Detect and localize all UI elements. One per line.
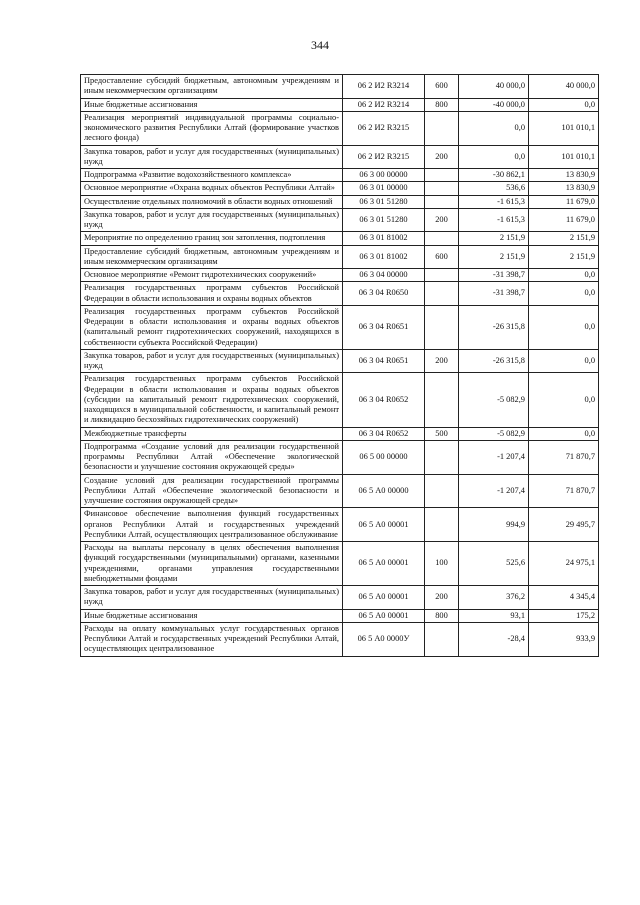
row-total-amount-cell: 175,2 [529, 609, 599, 622]
row-code-cell: 06 5 А0 00000 [343, 474, 425, 508]
row-change-amount-cell: -30 862,1 [459, 169, 529, 182]
row-name-cell: Закупка товаров, работ и услуг для государственных (муниципальных) нужд [81, 145, 343, 169]
row-code-cell: 06 2 И2 R3215 [343, 111, 425, 145]
row-name-cell: Создание условий для реализации государственной программы Республики Алтай «Обеспечение экологической безопасности и улучшение состояния окружающей среды» [81, 474, 343, 508]
row-expense-type-cell [425, 232, 459, 245]
table-row [81, 282, 599, 306]
row-total-amount-cell: 0,0 [529, 282, 599, 306]
row-expense-type-cell: 800 [425, 98, 459, 111]
row-name-cell: Подпрограмма «Развитие водохозяйственного комплекса» [81, 169, 343, 182]
row-code-cell: 06 5 А0 00001 [343, 542, 425, 586]
row-name-cell: Реализация мероприятий индивидуальной программы социально-экономического развития Республики Алтай (формирование участков лесного фонда) [81, 111, 343, 145]
row-code-cell: 06 3 04 R0650 [343, 282, 425, 306]
row-total-amount-cell: 4 345,4 [529, 586, 599, 610]
row-expense-type-cell [425, 182, 459, 195]
row-total-amount-cell: 101 010,1 [529, 111, 599, 145]
row-name-cell: Реализация государственных программ субъектов Российской Федерации в области использования и охраны водных объектов (капитальный ремонт гидротехнических сооружений, находящихся в собственности субъекта Российской Федерации) [81, 305, 343, 349]
row-total-amount-cell: 40 000,0 [529, 75, 599, 99]
row-total-amount-cell: 13 830,9 [529, 182, 599, 195]
row-expense-type-cell: 100 [425, 542, 459, 586]
row-expense-type-cell: 200 [425, 349, 459, 373]
row-total-amount-cell: 0,0 [529, 305, 599, 349]
row-total-amount-cell: 0,0 [529, 349, 599, 373]
row-change-amount-cell: -26 315,8 [459, 305, 529, 349]
row-expense-type-cell [425, 622, 459, 656]
row-total-amount-cell: 11 679,0 [529, 195, 599, 208]
row-name-cell: Основное мероприятие «Ремонт гидротехнических сооружений» [81, 269, 343, 282]
row-expense-type-cell [425, 474, 459, 508]
row-change-amount-cell: 376,2 [459, 586, 529, 610]
row-total-amount-cell: 0,0 [529, 427, 599, 440]
row-change-amount-cell: 2 151,9 [459, 232, 529, 245]
row-expense-type-cell [425, 169, 459, 182]
row-code-cell: 06 5 А0 00001 [343, 508, 425, 542]
row-total-amount-cell: 933,9 [529, 622, 599, 656]
row-name-cell: Закупка товаров, работ и услуг для государственных (муниципальных) нужд [81, 349, 343, 373]
row-expense-type-cell [425, 373, 459, 427]
row-name-cell: Расходы на выплаты персоналу в целях обеспечения выполнения функций государственными (муниципальными) органами, казенными учреждениями, органами управления государственными внебюджетными фондами [81, 542, 343, 586]
row-total-amount-cell: 24 975,1 [529, 542, 599, 586]
row-code-cell: 06 3 01 81002 [343, 232, 425, 245]
row-total-amount-cell: 2 151,9 [529, 232, 599, 245]
table-row [81, 427, 599, 440]
table-row [81, 349, 599, 373]
table-row [81, 232, 599, 245]
row-code-cell: 06 3 00 00000 [343, 169, 425, 182]
row-code-cell: 06 5 00 00000 [343, 440, 425, 474]
row-code-cell: 06 3 04 R0652 [343, 373, 425, 427]
row-change-amount-cell: 0,0 [459, 111, 529, 145]
row-change-amount-cell: -1 615,3 [459, 195, 529, 208]
table-row [81, 305, 599, 349]
row-total-amount-cell: 71 870,7 [529, 474, 599, 508]
row-change-amount-cell: 93,1 [459, 609, 529, 622]
row-change-amount-cell: -1 615,3 [459, 208, 529, 232]
row-total-amount-cell: 0,0 [529, 269, 599, 282]
row-change-amount-cell: -28,4 [459, 622, 529, 656]
row-change-amount-cell: 525,6 [459, 542, 529, 586]
budget-table [80, 74, 599, 657]
row-change-amount-cell: -40 000,0 [459, 98, 529, 111]
table-row [81, 145, 599, 169]
table-row [81, 245, 599, 269]
row-name-cell: Межбюджетные трансферты [81, 427, 343, 440]
table-row [81, 111, 599, 145]
row-name-cell: Финансовое обеспечение выполнения функций государственных органов Республики Алтай и государственных учреждений Республики Алтай, осуществляющих централизованное обслуживание [81, 508, 343, 542]
row-code-cell: 06 5 А0 0000У [343, 622, 425, 656]
row-change-amount-cell: -31 398,7 [459, 282, 529, 306]
page-number: 344 [311, 38, 329, 52]
row-change-amount-cell: -5 082,9 [459, 427, 529, 440]
row-expense-type-cell [425, 305, 459, 349]
row-expense-type-cell [425, 269, 459, 282]
table-row [81, 542, 599, 586]
row-name-cell: Основное мероприятие «Охрана водных объектов Республики Алтай» [81, 182, 343, 195]
table-row [81, 373, 599, 427]
row-name-cell: Предоставление субсидий бюджетным, автономным учреждениям и иным некоммерческим организациям [81, 75, 343, 99]
row-expense-type-cell [425, 508, 459, 542]
row-expense-type-cell: 800 [425, 609, 459, 622]
row-change-amount-cell: -5 082,9 [459, 373, 529, 427]
row-expense-type-cell: 200 [425, 208, 459, 232]
row-code-cell: 06 2 И2 R3215 [343, 145, 425, 169]
row-name-cell: Закупка товаров, работ и услуг для государственных (муниципальных) нужд [81, 586, 343, 610]
row-total-amount-cell: 0,0 [529, 98, 599, 111]
row-code-cell: 06 3 04 00000 [343, 269, 425, 282]
table-row [81, 98, 599, 111]
table-row [81, 586, 599, 610]
budget-table-body [81, 75, 599, 657]
row-change-amount-cell: -1 207,4 [459, 440, 529, 474]
table-row [81, 169, 599, 182]
row-expense-type-cell [425, 195, 459, 208]
row-change-amount-cell: 2 151,9 [459, 245, 529, 269]
table-row [81, 622, 599, 656]
row-code-cell: 06 3 04 R0651 [343, 305, 425, 349]
row-change-amount-cell: 994,9 [459, 508, 529, 542]
row-name-cell: Реализация государственных программ субъектов Российской Федерации в области использования и охраны водных объектов (субсидии на капитальный ремонт гидротехнических сооружений, находящихся в муниципальной собственности, и капитальный ремонт и ликвидацию бесхозяйных гидротехнических сооружений) [81, 373, 343, 427]
row-code-cell: 06 2 И2 R3214 [343, 75, 425, 99]
row-code-cell: 06 3 04 R0651 [343, 349, 425, 373]
row-name-cell: Предоставление субсидий бюджетным, автономным учреждениям и иным некоммерческим организациям [81, 245, 343, 269]
table-row [81, 182, 599, 195]
table-row [81, 75, 599, 99]
row-change-amount-cell: 40 000,0 [459, 75, 529, 99]
row-name-cell: Иные бюджетные ассигнования [81, 609, 343, 622]
row-total-amount-cell: 71 870,7 [529, 440, 599, 474]
row-name-cell: Закупка товаров, работ и услуг для государственных (муниципальных) нужд [81, 208, 343, 232]
row-change-amount-cell: 0,0 [459, 145, 529, 169]
row-name-cell: Подпрограмма «Создание условий для реализации государственной программы Республики Алтай «Обеспечение экологической безопасности и улучшение состояния окружающей среды» [81, 440, 343, 474]
row-total-amount-cell: 13 830,9 [529, 169, 599, 182]
row-expense-type-cell [425, 282, 459, 306]
table-row [81, 208, 599, 232]
row-name-cell: Реализация государственных программ субъектов Российской Федерации в области использования и охраны водных объектов [81, 282, 343, 306]
row-name-cell: Мероприятие по определению границ зон затопления, подтопления [81, 232, 343, 245]
row-expense-type-cell [425, 440, 459, 474]
row-expense-type-cell: 200 [425, 145, 459, 169]
row-code-cell: 06 3 01 81002 [343, 245, 425, 269]
table-row [81, 508, 599, 542]
row-total-amount-cell: 2 151,9 [529, 245, 599, 269]
row-code-cell: 06 3 04 R0652 [343, 427, 425, 440]
table-row [81, 269, 599, 282]
row-change-amount-cell: -31 398,7 [459, 269, 529, 282]
row-code-cell: 06 5 А0 00001 [343, 609, 425, 622]
table-row [81, 195, 599, 208]
row-code-cell: 06 5 А0 00001 [343, 586, 425, 610]
table-row [81, 609, 599, 622]
row-expense-type-cell: 600 [425, 75, 459, 99]
table-row [81, 440, 599, 474]
row-total-amount-cell: 101 010,1 [529, 145, 599, 169]
row-change-amount-cell: 536,6 [459, 182, 529, 195]
row-expense-type-cell [425, 111, 459, 145]
row-total-amount-cell: 29 495,7 [529, 508, 599, 542]
table-row [81, 474, 599, 508]
row-expense-type-cell: 600 [425, 245, 459, 269]
row-total-amount-cell: 11 679,0 [529, 208, 599, 232]
row-code-cell: 06 3 01 51280 [343, 195, 425, 208]
row-change-amount-cell: -26 315,8 [459, 349, 529, 373]
row-expense-type-cell: 200 [425, 586, 459, 610]
row-total-amount-cell: 0,0 [529, 373, 599, 427]
row-name-cell: Осуществление отдельных полномочий в области водных отношений [81, 195, 343, 208]
row-name-cell: Иные бюджетные ассигнования [81, 98, 343, 111]
row-code-cell: 06 2 И2 R3214 [343, 98, 425, 111]
row-code-cell: 06 3 01 51280 [343, 208, 425, 232]
row-change-amount-cell: -1 207,4 [459, 474, 529, 508]
row-name-cell: Расходы на оплату коммунальных услуг государственных органов Республики Алтай и государственных учреждений Республики Алтай, осуществляющих централизованное [81, 622, 343, 656]
row-code-cell: 06 3 01 00000 [343, 182, 425, 195]
row-expense-type-cell: 500 [425, 427, 459, 440]
